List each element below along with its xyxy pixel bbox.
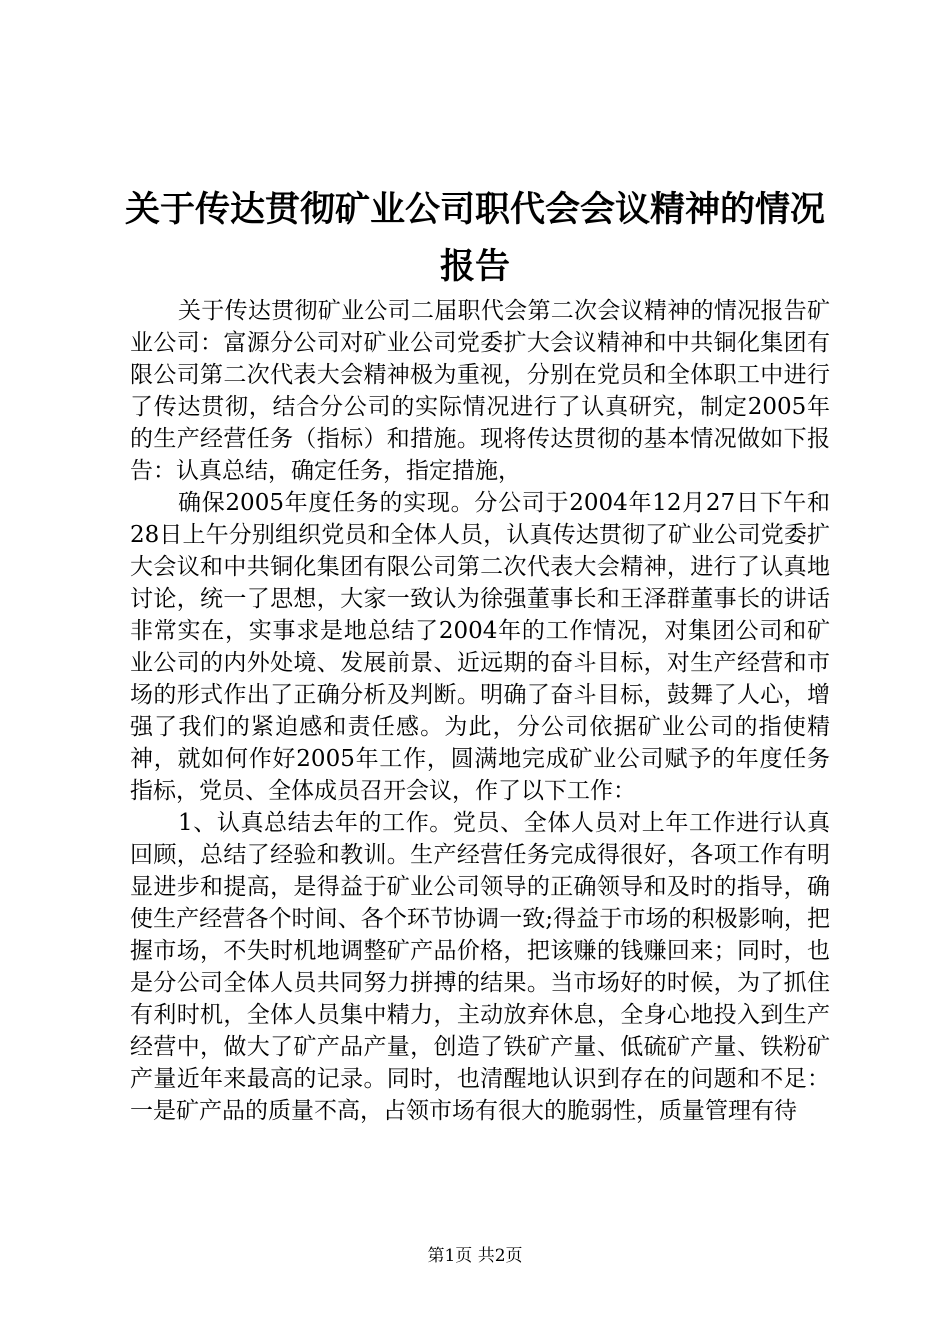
document-body	[130, 295, 830, 1127]
paragraph-2: 确保2005年度任务的实现。分公司于2004年12月27日下午和28日上午分别组织党员和全体人员，认真传达贯彻了矿业公司党委扩大会议和中共铜化集团有限公司第二次代表大会精神，进行了认真地讨论，统一了思想，大家一致认为徐强董事长和王泽群董事长的讲话非常实在，实事求是地总结了2004年的工作情况，对集团公司和矿业公司的内外处境、发展前景、近远期的奋斗目标，对生产经营和市场的形式作出了正确分析及判断。明确了奋斗目标，鼓舞了人心，增强了我们的紧迫感和责任感。为此，分公司依据矿业公司的指使精神，就如何作好2005年工作，圆满地完成矿业公司赋予的年度任务指标，党员、全体成员召开会议，作了以下工作：	[130, 490, 830, 804]
document-title-line-2: 报告	[439, 247, 510, 287]
page-footer: 第1页 共2页	[427, 1246, 523, 1266]
document-title-line-1: 关于传达贯彻矿业公司职代会会议精神的情况	[124, 190, 825, 230]
paragraph-3: 1、认真总结去年的工作。党员、全体人员对上年工作进行认真回顾，总结了经验和教训。生产经营任务完成得很好，各项工作有明显进步和提高，是得益于矿业公司领导的正确领导和及时的指导，确使生产经营各个时间、各个环节协调一致;得益于市场的积极影响，把握市场，不失时机地调整矿产品价格，把该赚的钱赚回来；同时，也是分公司全体人员共同努力拼搏的结果。当市场好的时候，为了抓住有利时机，全体人员集中精力，主动放弃休息，全身心地投入到生产经营中，做大了矿产品产量，创造了铁矿产量、低硫矿产量、铁粉矿产量近年来最高的记录。同时，也清醒地认识到存在的问题和不足：一是矿产品的质量不高，占领市场有很大的脆弱性，质量管理有待	[130, 810, 830, 1124]
paragraph-1: 关于传达贯彻矿业公司二届职代会第二次会议精神的情况报告矿业公司：富源分公司对矿业公司党委扩大会议精神和中共铜化集团有限公司第二次代表大会精神极为重视，分别在党员和全体职工中进行了传达贯彻，结合分公司的实际情况进行了认真研究，制定2005年的生产经营任务（指标）和措施。现将传达贯彻的基本情况做如下报告：认真总结，确定任务，指定措施，	[130, 298, 830, 484]
